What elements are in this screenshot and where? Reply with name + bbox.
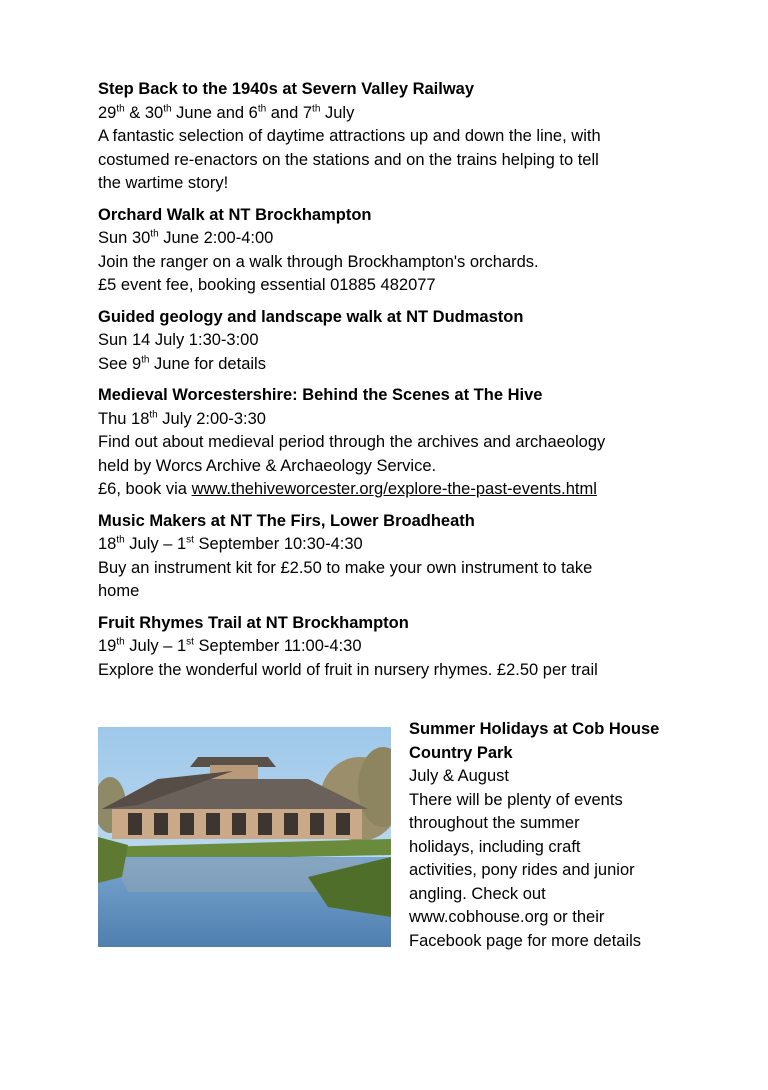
- event-description: See 9th June for details: [98, 354, 266, 373]
- event-title: Summer Holidays at Cob House: [409, 720, 660, 738]
- event-music-makers: [98, 510, 668, 604]
- cobhouse-text: [409, 718, 669, 953]
- event-description: Facebook page for more details: [409, 931, 642, 950]
- event-geology-walk: [98, 306, 668, 377]
- event-description: There will be plenty of events: [409, 790, 623, 809]
- event-fruit-rhymes: [98, 612, 668, 683]
- event-date: 29th & 30th June and 6th and 7th July: [98, 103, 355, 122]
- event-title: Orchard Walk at NT Brockhampton: [98, 205, 372, 224]
- event-severn-valley: [98, 78, 668, 196]
- event-medieval-worcestershire: [98, 384, 668, 502]
- event-title: Medieval Worcestershire: Behind the Scenes at The Hive: [98, 386, 543, 404]
- event-description: www.cobhouse.org or their: [409, 908, 605, 926]
- event-description: £5 event fee, booking essential 01885 482077: [98, 276, 436, 294]
- events-list: [98, 78, 668, 690]
- event-description: Buy an instrument kit for £2.50 to make your own instrument to take: [98, 558, 593, 577]
- event-title: Step Back to the 1940s at Severn Valley Railway: [98, 80, 475, 98]
- event-title: Music Makers at NT The Firs, Lower Broadheath: [98, 511, 475, 530]
- cobhouse-photo: [98, 727, 391, 947]
- event-description: holidays, including craft: [409, 837, 581, 856]
- event-description: throughout the summer: [409, 814, 580, 832]
- event-date: Sun 14 July 1:30-3:00: [98, 331, 259, 349]
- event-description: held by Worcs Archive & Archaeology Service.: [98, 456, 437, 475]
- event-description: home: [98, 582, 140, 600]
- event-booking: £6, book via www.thehiveworcester.org/explore-the-past-events.html: [98, 480, 597, 498]
- cobhouse-section: [98, 718, 668, 958]
- lake-building-illustration: [98, 727, 391, 947]
- event-date: Thu 18th July 2:00-3:30: [98, 409, 266, 428]
- event-date: 19th July – 1st September 11:00-4:30: [98, 636, 362, 655]
- event-title: Fruit Rhymes Trail at NT Brockhampton: [98, 613, 409, 632]
- event-orchard-walk: [98, 204, 668, 298]
- event-description: Join the ranger on a walk through Brockhampton's orchards.: [98, 252, 539, 271]
- event-title: Country Park: [409, 743, 513, 762]
- event-description: Explore the wonderful world of fruit in nursery rhymes. £2.50 per trail: [98, 660, 598, 679]
- event-date: July & August: [409, 767, 509, 785]
- event-description: the wartime story!: [98, 174, 229, 192]
- event-date: Sun 30th June 2:00-4:00: [98, 228, 274, 247]
- event-title: Guided geology and landscape walk at NT Dudmaston: [98, 307, 524, 326]
- event-description: costumed re-enactors on the stations and on the trains helping to tell: [98, 150, 599, 169]
- event-description: angling. Check out: [409, 884, 546, 903]
- event-description: A fantastic selection of daytime attractions up and down the line, with: [98, 127, 601, 145]
- event-date: 18th July – 1st September 10:30-4:30: [98, 534, 363, 553]
- event-description: Find out about medieval period through the archives and archaeology: [98, 433, 606, 451]
- hive-events-link[interactable]: www.thehiveworcester.org/explore-the-past-events.html: [191, 480, 597, 498]
- event-description: activities, pony rides and junior: [409, 861, 635, 879]
